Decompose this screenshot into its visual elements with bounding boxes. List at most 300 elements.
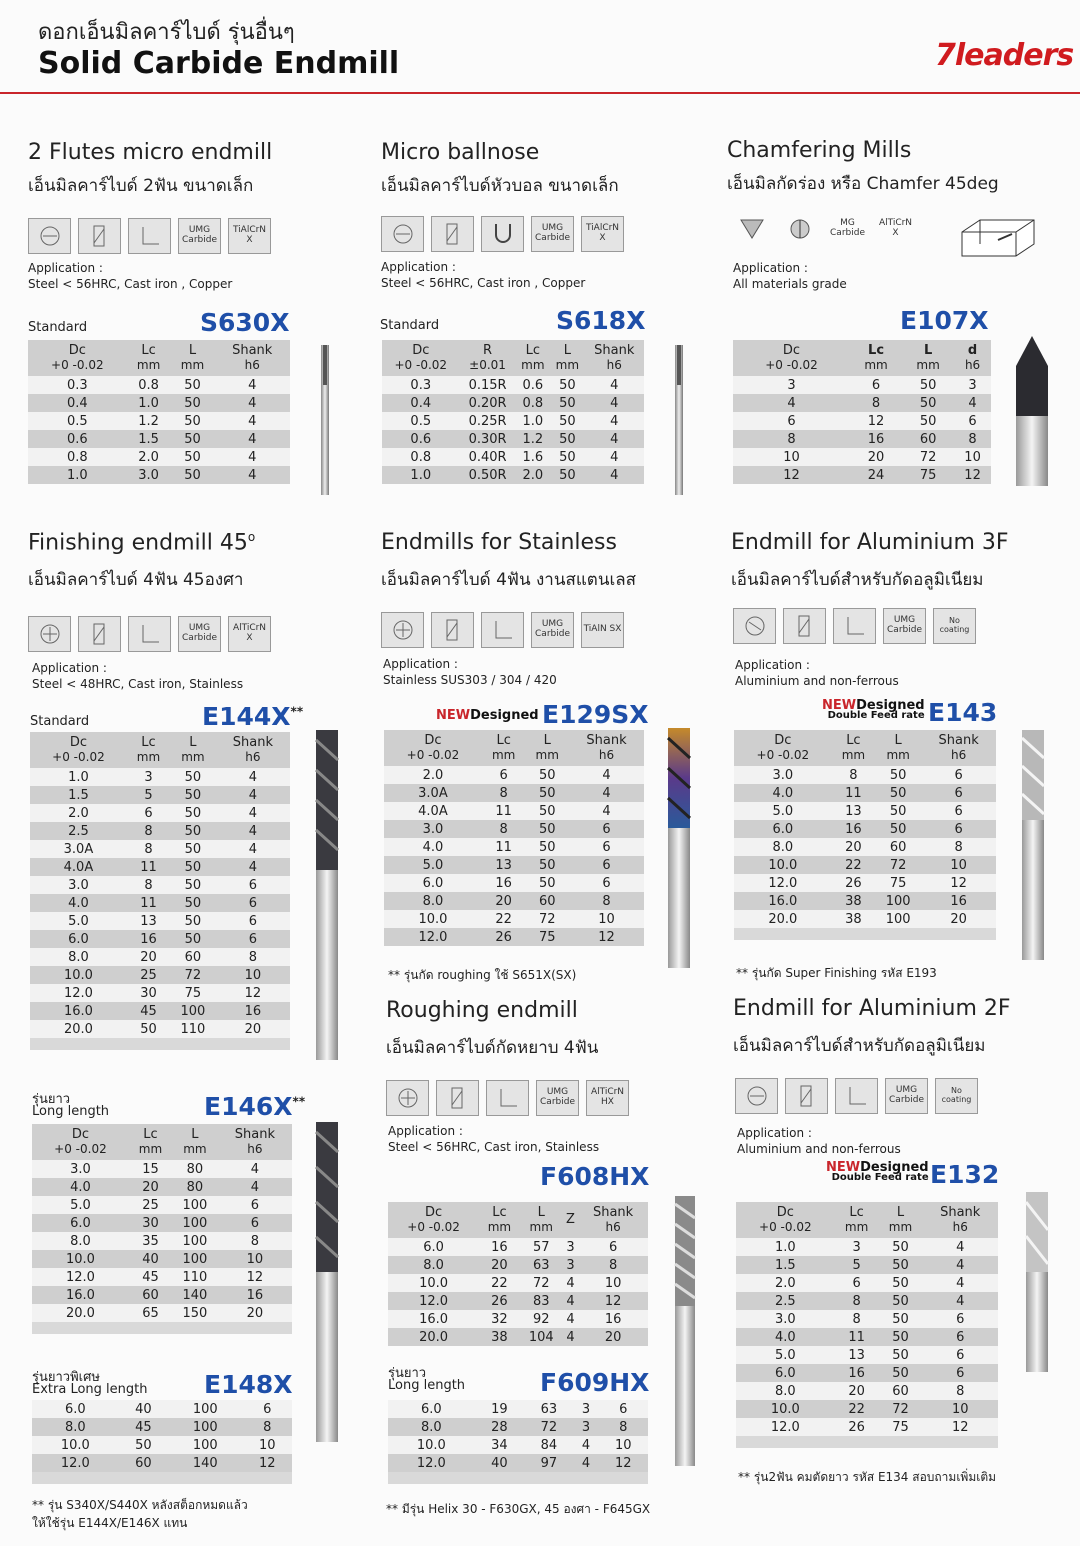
table-row-spacer bbox=[736, 1436, 998, 1448]
coating-icon: TiAlCrN X bbox=[581, 216, 624, 252]
table-cell: 10 bbox=[218, 1250, 292, 1268]
table-cell: 12 bbox=[850, 412, 902, 430]
length-label-e148: Extra Long length bbox=[32, 1382, 148, 1397]
col-shank: Shank h6 bbox=[922, 1202, 998, 1238]
table-cell: 20 bbox=[129, 1178, 172, 1196]
table-row bbox=[384, 874, 644, 892]
application-e144: Steel < 48HRC, Cast iron, Stainless bbox=[32, 677, 244, 691]
table-row bbox=[733, 448, 991, 466]
table-cell: 45 bbox=[127, 1002, 170, 1020]
application-label-e144: Application : bbox=[32, 661, 107, 675]
table-cell: 4 bbox=[214, 394, 290, 412]
spec-icons-s618 bbox=[381, 216, 624, 252]
table-row bbox=[734, 838, 996, 856]
table-cell: 16 bbox=[218, 1286, 292, 1304]
table-cell: 3 bbox=[954, 376, 991, 394]
table-cell: 16.0 bbox=[734, 892, 832, 910]
table-cell: 50 bbox=[170, 912, 216, 930]
section-title-e143: Endmill for Aluminium 3F bbox=[731, 530, 1009, 555]
table-row bbox=[384, 820, 644, 838]
table-cell: 8 bbox=[482, 784, 526, 802]
table-cell: 8 bbox=[216, 948, 290, 966]
table-cell: 20.0 bbox=[32, 1304, 129, 1322]
table-cell: 12.0 bbox=[388, 1454, 475, 1472]
grade-icon: UMG Carbide bbox=[178, 218, 221, 254]
tool-image-s630 bbox=[318, 345, 332, 495]
table-cell: 50 bbox=[875, 784, 921, 802]
coating-icon: TiAlCrN X bbox=[228, 218, 271, 254]
table-cell: 20.0 bbox=[30, 1020, 127, 1038]
header-divider bbox=[0, 92, 1080, 94]
table-cell: 84 bbox=[524, 1436, 574, 1454]
helix-angle-icon bbox=[431, 216, 474, 252]
table-row bbox=[734, 856, 996, 874]
table-cell: 2.5 bbox=[30, 822, 127, 840]
table-cell: 4 bbox=[585, 466, 644, 484]
table-cell: 50 bbox=[119, 1436, 169, 1454]
table-cell: 150 bbox=[172, 1304, 218, 1322]
table-row bbox=[736, 1328, 998, 1346]
table-row-spacer bbox=[30, 1038, 290, 1050]
table-row bbox=[30, 984, 290, 1002]
table-cell: 3 bbox=[563, 1256, 578, 1274]
section-title-s618: Micro ballnose bbox=[381, 140, 540, 165]
application-label-f608: Application : bbox=[388, 1124, 463, 1138]
table-cell: 75 bbox=[879, 1418, 923, 1436]
table-cell: 50 bbox=[525, 856, 569, 874]
table-cell: 8.0 bbox=[388, 1418, 475, 1436]
table-row bbox=[733, 430, 991, 448]
table-cell: 6.0 bbox=[736, 1364, 835, 1382]
table-cell: 0.15R bbox=[460, 376, 516, 394]
coating-icon: AlTiCrN X bbox=[878, 218, 913, 238]
table-cell: 5.0 bbox=[736, 1346, 835, 1364]
table-cell: 26 bbox=[832, 874, 875, 892]
table-row bbox=[30, 786, 290, 804]
table-cell: 12.0 bbox=[384, 928, 482, 946]
col-l: L mm bbox=[525, 730, 569, 766]
table-cell: 16 bbox=[578, 1310, 648, 1328]
table-cell: 50 bbox=[879, 1328, 923, 1346]
table-cell: 50 bbox=[902, 412, 954, 430]
table-cell: 12 bbox=[922, 1418, 998, 1436]
table-cell: 6 bbox=[578, 1238, 648, 1256]
table-row bbox=[32, 1178, 292, 1196]
table-cell: 3.0 bbox=[32, 1160, 129, 1178]
table-cell: 30 bbox=[129, 1214, 172, 1232]
table-cell: 6 bbox=[922, 1346, 998, 1364]
table-cell: 10 bbox=[598, 1436, 648, 1454]
table-row bbox=[736, 1364, 998, 1382]
application-label-s630: Application : bbox=[28, 261, 103, 275]
table-cell: 6 bbox=[218, 1214, 292, 1232]
product-code-f608: F608HX bbox=[540, 1162, 650, 1191]
table-cell: 8 bbox=[127, 876, 170, 894]
table-cell: 12 bbox=[921, 874, 996, 892]
table-cell: 3.0 bbox=[736, 1310, 835, 1328]
table-cell: 10 bbox=[921, 856, 996, 874]
table-row bbox=[388, 1292, 648, 1310]
table-cell: 20.0 bbox=[734, 910, 832, 928]
table-cell: 63 bbox=[524, 1400, 574, 1418]
section-title-f608: Roughing endmill bbox=[386, 998, 578, 1023]
table-row bbox=[30, 912, 290, 930]
table-cell: 4.0 bbox=[734, 784, 832, 802]
table-cell: 22 bbox=[479, 1274, 520, 1292]
table-row bbox=[734, 766, 996, 784]
col-dc: Dc +0 -0.02 bbox=[736, 1202, 835, 1238]
table-cell: 65 bbox=[129, 1304, 172, 1322]
section-title-e107: Chamfering Mills bbox=[727, 138, 912, 163]
table-cell: 4 bbox=[214, 466, 290, 484]
spec-icons-e129 bbox=[381, 612, 624, 648]
tool-image-e129 bbox=[664, 728, 694, 968]
table-cell: 6 bbox=[598, 1400, 648, 1418]
table-cell: 4 bbox=[216, 858, 290, 876]
application-label-e132: Application : bbox=[737, 1126, 812, 1140]
table-cell: 100 bbox=[172, 1232, 218, 1250]
product-code-f609: F609HX bbox=[540, 1368, 650, 1397]
table-cell: 1.0 bbox=[382, 466, 460, 484]
table-cell: 8 bbox=[835, 1310, 879, 1328]
table-cell: 60 bbox=[875, 838, 921, 856]
table-row-spacer bbox=[32, 1322, 292, 1334]
table-row bbox=[32, 1286, 292, 1304]
table-cell: 4 bbox=[585, 448, 644, 466]
col-lc: Lc mm bbox=[127, 340, 171, 376]
table-cell: 12 bbox=[218, 1268, 292, 1286]
spec-icons-e107 bbox=[731, 212, 916, 246]
table-cell: 13 bbox=[127, 912, 170, 930]
product-code-e146: E146X** bbox=[204, 1092, 306, 1121]
table-cell: 50 bbox=[879, 1256, 923, 1274]
table-cell: 16.0 bbox=[32, 1286, 129, 1304]
section-title-e129: Endmills for Stainless bbox=[381, 530, 617, 555]
table-row bbox=[30, 822, 290, 840]
ball-nose-icon bbox=[481, 216, 524, 252]
brand-logo: 7leaders bbox=[935, 38, 1074, 73]
table-cell: 0.4 bbox=[382, 394, 460, 412]
table-cell: 0.3 bbox=[382, 376, 460, 394]
table-cell: 1.5 bbox=[127, 430, 171, 448]
table-cell: 10.0 bbox=[736, 1400, 835, 1418]
table-cell: 50 bbox=[170, 930, 216, 948]
table-cell: 3.0 bbox=[384, 820, 482, 838]
application-s630: Steel < 56HRC, Cast iron , Copper bbox=[28, 277, 233, 291]
note-e148-2: ให้ใช้รุ่น E144X/E146X แทน bbox=[32, 1516, 188, 1530]
table-cell: 6 bbox=[218, 1196, 292, 1214]
table-cell: 8 bbox=[921, 838, 996, 856]
chamfer-workpiece-icon bbox=[958, 214, 1038, 260]
tool-image-e132 bbox=[1022, 1192, 1052, 1372]
table-cell: 6.0 bbox=[32, 1400, 119, 1418]
table-cell: 50 bbox=[875, 766, 921, 784]
flute-2-icon bbox=[779, 212, 820, 246]
table-cell: 50 bbox=[525, 820, 569, 838]
table-cell: 6.0 bbox=[32, 1214, 129, 1232]
table-cell: 50 bbox=[171, 412, 215, 430]
table-row bbox=[388, 1274, 648, 1292]
table-row bbox=[32, 1214, 292, 1232]
flute-icon bbox=[28, 616, 71, 652]
table-cell: 4 bbox=[216, 840, 290, 858]
table-cell: 6 bbox=[921, 784, 996, 802]
table-cell: 2.0 bbox=[30, 804, 127, 822]
angle-90-icon bbox=[481, 612, 524, 648]
table-cell: 72 bbox=[875, 856, 921, 874]
table-row bbox=[32, 1196, 292, 1214]
table-cell: 72 bbox=[524, 1418, 574, 1436]
table-cell: 4 bbox=[214, 430, 290, 448]
table-cell: 2.0 bbox=[736, 1274, 835, 1292]
table-row bbox=[384, 910, 644, 928]
coating-icon: AlTiCrN X bbox=[228, 616, 271, 652]
col-lc: Lc mm bbox=[127, 732, 170, 768]
application-e129: Stainless SUS303 / 304 / 420 bbox=[383, 673, 557, 687]
table-cell: 6 bbox=[569, 820, 644, 838]
table-cell: 50 bbox=[170, 804, 216, 822]
table-cell: 2.0 bbox=[127, 448, 171, 466]
table-cell: 6 bbox=[216, 876, 290, 894]
table-cell: 140 bbox=[168, 1454, 242, 1472]
table-cell: 1.5 bbox=[30, 786, 127, 804]
table-row bbox=[388, 1400, 648, 1418]
table-cell: 6 bbox=[216, 912, 290, 930]
table-cell: 6 bbox=[569, 856, 644, 874]
table-cell: 8 bbox=[578, 1256, 648, 1274]
table-cell: 25 bbox=[129, 1196, 172, 1214]
table-cell: 3 bbox=[574, 1400, 599, 1418]
table-row bbox=[388, 1310, 648, 1328]
table-cell: 4 bbox=[214, 448, 290, 466]
col-d: d h6 bbox=[954, 340, 991, 376]
table-cell: 45 bbox=[129, 1268, 172, 1286]
grade-icon: UMG Carbide bbox=[883, 608, 926, 644]
table-cell: 10 bbox=[216, 966, 290, 984]
table-cell: 6.0 bbox=[384, 874, 482, 892]
spec-table-e143 bbox=[734, 730, 996, 940]
table-cell: 10 bbox=[733, 448, 850, 466]
page-title: Solid Carbide Endmill bbox=[38, 46, 400, 81]
table-cell: 12 bbox=[733, 466, 850, 484]
table-cell: 4.0A bbox=[384, 802, 482, 820]
helix-angle-icon bbox=[783, 608, 826, 644]
table-cell: 10.0 bbox=[388, 1274, 479, 1292]
helix-angle-icon bbox=[785, 1078, 828, 1114]
table-cell: 12 bbox=[242, 1454, 292, 1472]
table-row bbox=[384, 784, 644, 802]
table-cell: 11 bbox=[482, 838, 526, 856]
section-thai-e148: รุ่นยาวพิเศษ bbox=[32, 1370, 100, 1385]
table-row-spacer bbox=[734, 928, 996, 940]
table-cell: 100 bbox=[875, 892, 921, 910]
col-dc: Dc +0 -0.02 bbox=[32, 1124, 129, 1160]
table-cell: 8.0 bbox=[388, 1256, 479, 1274]
table-cell: 20 bbox=[921, 910, 996, 928]
col-l: L mm bbox=[879, 1202, 923, 1238]
table-cell: 60 bbox=[902, 430, 954, 448]
table-cell: 72 bbox=[902, 448, 954, 466]
table-cell: 5.0 bbox=[384, 856, 482, 874]
angle-90-icon bbox=[833, 608, 876, 644]
table-cell: 16 bbox=[479, 1238, 520, 1256]
table-row bbox=[28, 376, 290, 394]
table-cell: 50 bbox=[879, 1292, 923, 1310]
table-row bbox=[388, 1328, 648, 1346]
new-designed-badge-e143: NEWDesigned Double Feed rate bbox=[822, 698, 925, 721]
table-cell: 50 bbox=[525, 874, 569, 892]
table-cell: 75 bbox=[170, 984, 216, 1002]
application-label-e129: Application : bbox=[383, 657, 458, 671]
table-cell: 3 bbox=[733, 376, 850, 394]
table-cell: 4 bbox=[218, 1160, 292, 1178]
table-cell: 6 bbox=[569, 838, 644, 856]
col-shank: Shank h6 bbox=[585, 340, 644, 376]
table-cell: 4.0 bbox=[30, 894, 127, 912]
tool-image-f608 bbox=[672, 1196, 698, 1466]
table-cell: 0.8 bbox=[127, 376, 171, 394]
table-cell: 6 bbox=[733, 412, 850, 430]
table-cell: 35 bbox=[129, 1232, 172, 1250]
product-code-e148: E148X bbox=[204, 1370, 293, 1399]
application-label-e143: Application : bbox=[735, 658, 810, 672]
table-cell: 10.0 bbox=[734, 856, 832, 874]
table-cell: 50 bbox=[879, 1346, 923, 1364]
table-cell: 13 bbox=[832, 802, 875, 820]
table-cell: 12.0 bbox=[734, 874, 832, 892]
section-thai-e107: เอ็นมิลกัดร่อง หรือ Chamfer 45deg bbox=[727, 174, 999, 194]
col-l: L mm bbox=[171, 340, 215, 376]
table-cell: 24 bbox=[850, 466, 902, 484]
helix-angle-icon bbox=[78, 616, 121, 652]
table-cell: 4.0 bbox=[384, 838, 482, 856]
table-cell: 10.0 bbox=[32, 1436, 119, 1454]
table-cell: 5.0 bbox=[32, 1196, 129, 1214]
spec-table-e132 bbox=[736, 1202, 998, 1448]
table-cell: 10 bbox=[578, 1274, 648, 1292]
table-cell: 50 bbox=[170, 858, 216, 876]
table-cell: 1.2 bbox=[516, 430, 551, 448]
table-cell: 6.0 bbox=[388, 1400, 475, 1418]
table-cell: 0.25R bbox=[460, 412, 516, 430]
spec-table-s630 bbox=[28, 340, 290, 484]
col-l: L mm bbox=[520, 1202, 563, 1238]
table-cell: 60 bbox=[129, 1286, 172, 1304]
section-thai-e129: เอ็นมิลคาร์ไบด์ 4ฟัน งานสแตนเลส bbox=[381, 570, 637, 590]
spec-icons-e143 bbox=[733, 608, 976, 644]
table-cell: 10.0 bbox=[30, 966, 127, 984]
table-row bbox=[30, 858, 290, 876]
table-cell: 50 bbox=[171, 376, 215, 394]
table-cell: 0.5 bbox=[28, 412, 127, 430]
table-row bbox=[736, 1256, 998, 1274]
table-cell: 26 bbox=[482, 928, 526, 946]
application-f608: Steel < 56HRC, Cast iron, Stainless bbox=[388, 1140, 600, 1154]
table-cell: 6 bbox=[242, 1400, 292, 1418]
table-cell: 4 bbox=[733, 394, 850, 412]
table-cell: 97 bbox=[524, 1454, 574, 1472]
table-row bbox=[382, 412, 644, 430]
table-cell: 110 bbox=[172, 1268, 218, 1286]
table-row bbox=[30, 948, 290, 966]
table-cell: 19 bbox=[475, 1400, 525, 1418]
table-cell: 50 bbox=[879, 1364, 923, 1382]
angle-90-icon bbox=[835, 1078, 878, 1114]
table-row bbox=[28, 448, 290, 466]
table-cell: 4.0 bbox=[32, 1178, 129, 1196]
angle-90-icon bbox=[128, 218, 171, 254]
table-cell: 8 bbox=[598, 1418, 648, 1436]
spec-table-f609 bbox=[388, 1400, 648, 1484]
table-cell: 28 bbox=[475, 1418, 525, 1436]
table-cell: 50 bbox=[170, 768, 216, 786]
table-row bbox=[32, 1436, 292, 1454]
standard-label-s618: Standard bbox=[380, 318, 440, 333]
table-cell: 8.0 bbox=[384, 892, 482, 910]
col-shank: Shank h6 bbox=[569, 730, 644, 766]
header-thai-title: ดอกเอ็นมิลคาร์ไบด์ รุ่นอื่นๆ bbox=[38, 20, 295, 45]
new-designed-badge-e132: NEWDesigned Double Feed rate bbox=[826, 1160, 929, 1183]
table-cell: 40 bbox=[475, 1454, 525, 1472]
product-code-e132: E132 bbox=[930, 1160, 1000, 1189]
flute-icon bbox=[381, 216, 424, 252]
table-cell: 2.0 bbox=[516, 466, 551, 484]
tool-image-s618 bbox=[672, 345, 686, 495]
tool-image-e144 bbox=[312, 730, 342, 1060]
tool-image-e146 bbox=[312, 1122, 342, 1442]
section-thai-f608: เอ็นมิลคาร์ไบด์กัดหยาบ 4ฟัน bbox=[386, 1038, 599, 1058]
table-cell: 0.6 bbox=[382, 430, 460, 448]
table-cell: 60 bbox=[525, 892, 569, 910]
table-cell: 45 bbox=[119, 1418, 169, 1436]
col-lc: Lc mm bbox=[129, 1124, 172, 1160]
table-cell: 0.6 bbox=[516, 376, 551, 394]
flute-icon bbox=[381, 612, 424, 648]
table-cell: 12 bbox=[954, 466, 991, 484]
table-cell: 6.0 bbox=[30, 930, 127, 948]
table-cell: 50 bbox=[550, 376, 585, 394]
table-cell: 50 bbox=[525, 766, 569, 784]
grade-icon: UMG Carbide bbox=[531, 612, 574, 648]
product-code-e107: E107X bbox=[900, 306, 989, 335]
table-cell: 12 bbox=[216, 984, 290, 1002]
table-cell: 11 bbox=[832, 784, 875, 802]
col-l: L mm bbox=[902, 340, 954, 376]
table-cell: 4 bbox=[563, 1328, 578, 1346]
table-cell: 50 bbox=[525, 784, 569, 802]
tool-image-e143 bbox=[1018, 730, 1048, 960]
table-row bbox=[733, 376, 991, 394]
tool-image-e107 bbox=[1012, 336, 1052, 486]
section-thai-e146: รุ่นยาว bbox=[32, 1092, 71, 1107]
col-dc: Dc +0 -0.02 bbox=[382, 340, 460, 376]
table-cell: 110 bbox=[170, 1020, 216, 1038]
table-cell: 11 bbox=[127, 894, 170, 912]
col-lc: Lc mm bbox=[835, 1202, 879, 1238]
col-shank: Shank h6 bbox=[216, 732, 290, 768]
col-shank: Shank h6 bbox=[578, 1202, 648, 1238]
angle-90-icon bbox=[128, 616, 171, 652]
table-row bbox=[30, 768, 290, 786]
table-cell: 63 bbox=[520, 1256, 563, 1274]
table-cell: 5 bbox=[127, 786, 170, 804]
table-row bbox=[30, 804, 290, 822]
table-cell: 12 bbox=[569, 928, 644, 946]
table-cell: 11 bbox=[127, 858, 170, 876]
table-cell: 4 bbox=[216, 768, 290, 786]
table-cell: 4 bbox=[563, 1274, 578, 1292]
table-row bbox=[734, 802, 996, 820]
